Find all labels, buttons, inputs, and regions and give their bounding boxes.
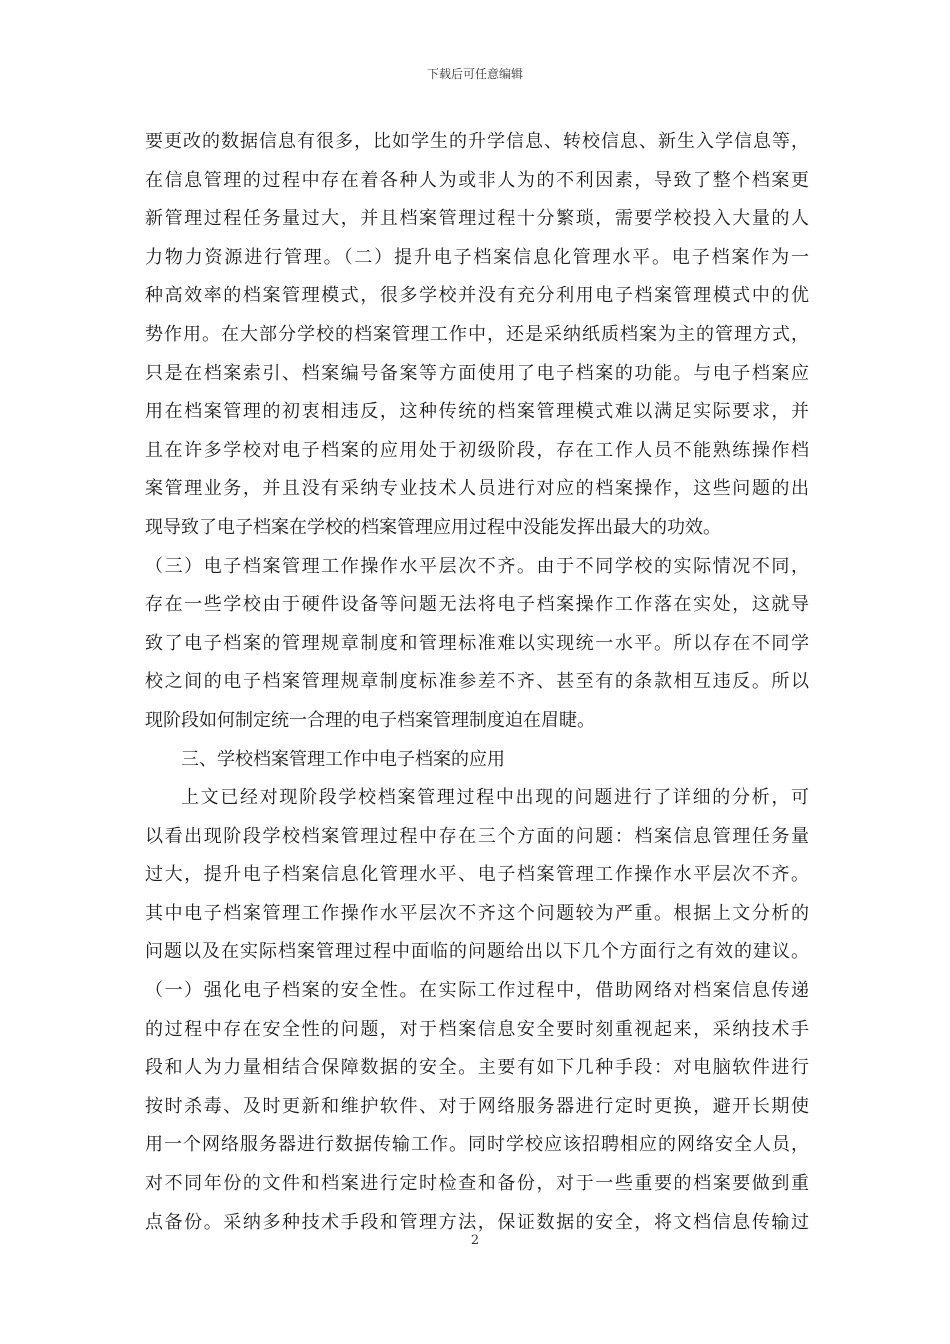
text-line: 只是在档案索引、档案编号备案等方面使用了电子档案的功能。与电子档案应 xyxy=(145,362,809,384)
text-line: 致了电子档案的管理规章制度和管理标准难以实现统一水平。所以存在不同学 xyxy=(145,632,809,654)
text-line: 其中电子档案管理工作操作水平层次不齐这个问题较为严重。根据上文分析的 xyxy=(145,902,809,924)
text-line: （三）电子档案管理工作操作水平层次不齐。由于不同学校的实际情况不同， xyxy=(145,555,809,577)
text-line: 力物力资源进行管理。（二）提升电子档案信息化管理水平。电子档案作为一 xyxy=(145,246,809,268)
text-line: 案管理业务，并且没有采纳专业技术人员进行对应的档案操作，这些问题的出 xyxy=(145,478,809,500)
text-line: 在信息管理的过程中存在着各种人为或非人为的不利因素，导致了整个档案更 xyxy=(145,169,809,191)
text-line: 用一个网络服务器进行数据传输工作。同时学校应该招聘相应的网络安全人员， xyxy=(145,1134,809,1156)
text-line: 段和人为力量相结合保障数据的安全。主要有如下几种手段：对电脑软件进行 xyxy=(145,1057,809,1079)
text-line: 现阶段如何制定统一合理的电子档案管理制度迫在眉睫。 xyxy=(145,709,595,731)
text-line: 按时杀毒、及时更新和维护软件、对于网络服务器进行定时更换，避开长期使 xyxy=(145,1095,809,1117)
text-line: 点备份。采纳多种技术手段和管理方法，保证数据的安全，将文档信息传输过 xyxy=(145,1211,809,1233)
text-line: 问题以及在实际档案管理过程中面临的问题给出以下几个方面行之有效的建议。 xyxy=(145,941,809,963)
text-line: 过大，提升电子档案信息化管理水平、电子档案管理工作操作水平层次不齐。 xyxy=(145,864,809,886)
text-line: 上文已经对现阶段学校档案管理过程中出现的问题进行了详细的分析，可 xyxy=(181,787,809,809)
text-line: 对不同年份的文件和档案进行定时检查和备份，对于一些重要的档案要做到重 xyxy=(145,1173,809,1195)
text-line: 且在许多学校对电子档案的应用处于初级阶段，存在工作人员不能熟练操作档 xyxy=(145,439,809,461)
text-line: 现导致了电子档案在学校的档案管理应用过程中没能发挥出最大的功效。 xyxy=(145,516,721,538)
text-line: 要更改的数据信息有很多，比如学生的升学信息、转校信息、新生入学信息等， xyxy=(145,131,809,152)
text-line: 种高效率的档案管理模式，很多学校并没有充分利用电子档案管理模式中的优 xyxy=(145,285,809,307)
text-line: 校之间的电子档案管理规章制度标准参差不齐、甚至有的条款相互违反。所以 xyxy=(145,671,809,693)
text-line: 的过程中存在安全性的问题，对于档案信息安全要时刻重视起来，采纳技术手 xyxy=(145,1018,809,1040)
page-number: 2 xyxy=(470,1233,480,1248)
text-line: 存在一些学校由于硬件设备等问题无法将电子档案操作工作落在实处，这就导 xyxy=(145,594,809,616)
page-header: 下载后可任意编辑 xyxy=(426,67,523,81)
text-line: 以看出现阶段学校档案管理过程中存在三个方面的问题：档案信息管理任务量 xyxy=(145,825,809,847)
document-body xyxy=(145,123,809,1242)
text-line: 新管理过程任务量过大，并且档案管理过程十分繁琐，需要学校投入大量的人 xyxy=(145,208,809,230)
text-line: 用在档案管理的初衷相违反，这种传统的档案管理模式难以满足实际要求，并 xyxy=(145,401,809,423)
text-line: （一）强化电子档案的安全性。在实际工作过程中，借助网络对档案信息传递 xyxy=(145,980,809,1002)
section-heading: 三、学校档案管理工作中电子档案的应用 xyxy=(181,748,505,770)
text-line: 势作用。在大部分学校的档案管理工作中，还是采纳纸质档案为主的管理方式， xyxy=(145,323,809,345)
